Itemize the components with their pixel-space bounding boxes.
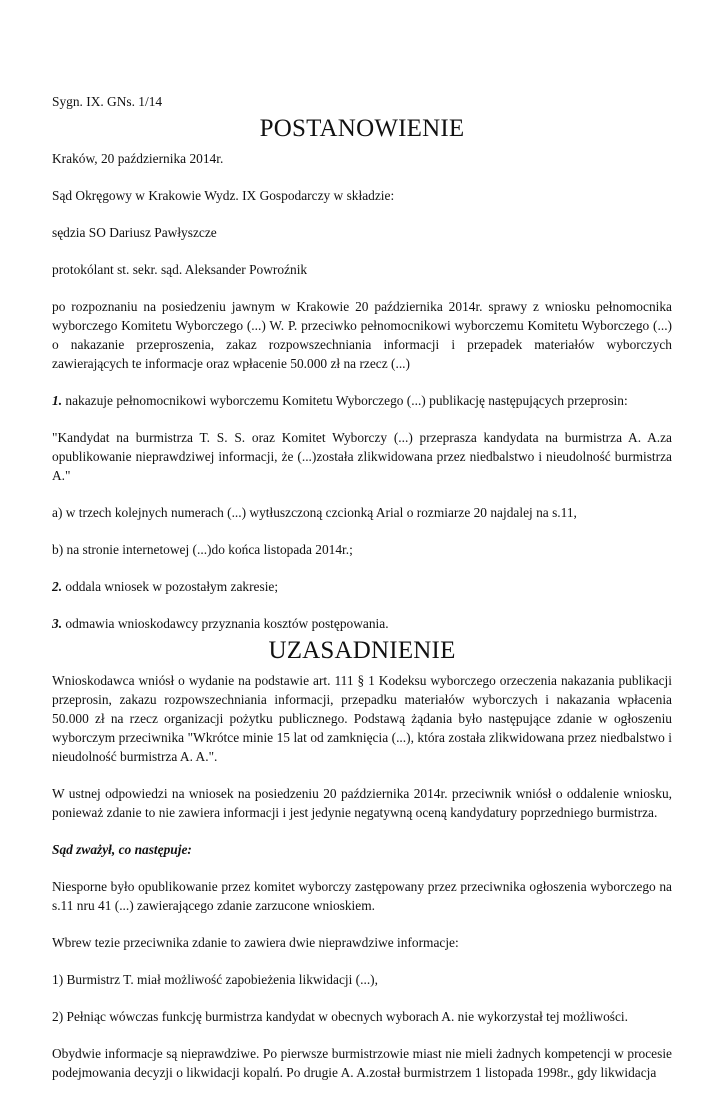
ruling-sub-a: a) w trzech kolejnych numerach (...) wytłuszczoną czcionką Arial o rozmiarze 20 najdalej na s.11,: [52, 505, 577, 520]
date-line: Kraków, 20 października 2014r.: [52, 151, 224, 166]
clerk-line: protokólant st. sekr. sąd. Aleksander Powroźnik: [52, 262, 308, 277]
court-findings-heading: Sąd zważył, co następuje:: [52, 842, 192, 857]
court-line: Sąd Okręgowy w Krakowie Wydz. IX Gospodarczy w składzie:: [52, 188, 395, 203]
intro-paragraph: po rozpoznaniu na posiedzeniu jawnym w Krakowie 20 października 2014r. sprawy z wniosku pełnomocnika wyborczego Komitetu Wyborczego (...) W. P. przeciwko pełnomocnikowi wyborczemu Komitetu Wyborczego (...) o nakazanie przeproszenia, zakaz rozpowszechniania informacji i przepadek materiałów wyborczych zawierających te informacje oraz wpłacenie 50.000 zł na rzecz (...): [52, 299, 672, 371]
ruling-item-1-number: 1.: [52, 393, 63, 408]
justification-title: UZASADNIENIE: [268, 637, 456, 664]
ruling-item-3-text: odmawia wnioskodawcy przyznania kosztów postępowania.: [62, 616, 389, 631]
ruling-item-2-text: oddala wniosek w pozostałym zakresie;: [62, 579, 279, 594]
justification-paragraph-4: Wbrew tezie przeciwnika zdanie to zawiera dwie nieprawdziwe informacje:: [52, 935, 459, 950]
justification-paragraph-3: Niesporne było opublikowanie przez komitet wyborczy zastępowany przez przeciwnika ogłoszenia wyborczego na s.11 nru 41 (...) zawierającego zdanie zarzucone wnioskiem.: [52, 879, 672, 913]
justification-paragraph-2: W ustnej odpowiedzi na wniosek na posiedzeniu 20 października 2014r. przeciwnik wniósł o oddalenie wniosku, ponieważ zdanie to nie zawiera informacji i jest jedynie negatywną oceną kandydatury poprzedniego burmistrza.: [52, 786, 672, 820]
document-title: POSTANOWIENIE: [259, 115, 465, 142]
ruling-item-1: [52, 391, 672, 410]
case-signature: Sygn. IX. GNs. 1/14: [52, 94, 163, 109]
ruling-item-2: [52, 577, 672, 596]
justification-paragraph-7: Obydwie informacje są nieprawdziwe. Po pierwsze burmistrzowie miast nie mieli żadnych kompetencji w procesie podejmowania decyzji o likwidacji kopalń. Po drugie A. A.został burmistrzem 1 listopada 1998r., gdy likwidacja: [52, 1046, 672, 1080]
apology-quote: "Kandydat na burmistrza T. S. S. oraz Komitet Wyborczy (...) przeprasza kandydata na burmistrza A. A.za opublikowanie nieprawdziwej informacji, że (...)została zlikwidowana przez niedbalstwo i nieudolność burmistrza A.": [52, 430, 672, 483]
justification-point-1: 1) Burmistrz T. miał możliwość zapobieżenia likwidacji (...),: [52, 972, 378, 987]
ruling-item-1-text: nakazuje pełnomocnikowi wyborczemu Komitetu Wyborczego (...) publikację następujących przeprosin:: [62, 393, 628, 408]
ruling-item-3-number: 3.: [52, 616, 63, 631]
ruling-item-2-number: 2.: [52, 579, 63, 594]
justification-paragraph-1: Wnioskodawca wniósł o wydanie na podstawie art. 111 § 1 Kodeksu wyborczego orzeczenia nakazania publikacji przeprosin, zakazu rozpowszechniania informacji, przepadku materiałów wyborczych i nakazania wpłacenia 50.000 zł na rzecz organizacji pożytku publicznego. Podstawą żądania było następujące zdanie w ogłoszeniu wyborczym przeciwnika "Wkrótce minie 15 lat od zamknięcia (...), która została zlikwidowana przez niedbalstwo i nieudolność burmistrza A. A.".: [52, 673, 672, 764]
document-body: [52, 92, 672, 1100]
ruling-sub-b: b) na stronie internetowej (...)do końca listopada 2014r.;: [52, 542, 353, 557]
justification-point-2: 2) Pełniąc wówczas funkcję burmistrza kandydat w obecnych wyborach A. nie wykorzystał tej możliwości.: [52, 1009, 628, 1024]
ruling-item-3: [52, 614, 672, 633]
judge-line: sędzia SO Dariusz Pawłyszcze: [52, 225, 217, 240]
